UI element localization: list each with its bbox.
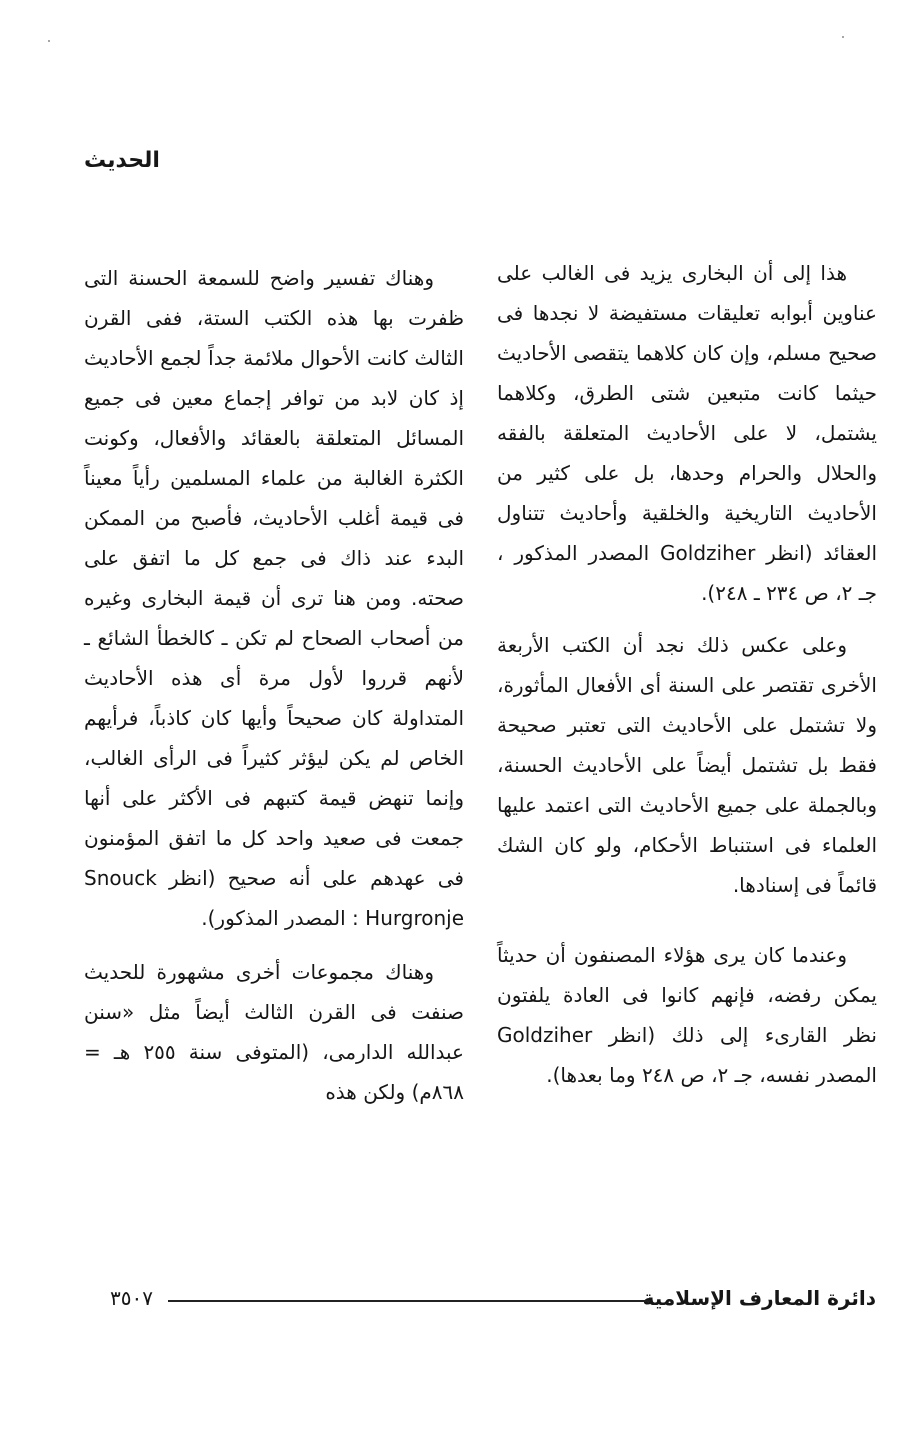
left-column-paragraph: وهناك مجموعات أخرى مشهورة للحديث صنفت فى القرن الثالث أيضاً مثل «سنن عبدالله الدارمى، (المتوفى سنة ٢٥٥ هـ = ٨٦٨م) ولكن هذه (84, 960, 464, 1104)
right-column (497, 253, 877, 1095)
footer-title: دائرة المعارف الإسلامية (642, 1286, 876, 1310)
right-column-paragraph: وعندما كان يرى هؤلاء المصنفون أن حديثاً يمكن رفضه، فإنهم كانوا فى العادة يلفتون نظر القارىء إلى ذلك (انظر Goldziher المصدر نفسه، جـ ٢، ص ٢٤٨ وما بعدها). (497, 943, 877, 1087)
page-footer (110, 1284, 876, 1314)
right-column-paragraph: هذا إلى أن البخارى يزيد فى الغالب على عناوين أبوابه تعليقات مستفيضة لا نجدها فى صحيح مسلم، وإن كان كلاهما يتقصى الأحاديث حيثما كانت متبعين شتى الطرق، وكلاهما يشتمل، لا على الأحاديث المتعلقة بالفقه والحلال والحرام وحدها، بل على كثير من الأحاديث التاريخية والخلقية وأحاديث تتناول العقائد (انظر Goldziher المصدر المذكور ، جـ ٢، ص ٢٣٤ ـ ٢٤٨). (497, 261, 878, 605)
running-head: الحديث (84, 148, 160, 173)
left-column (84, 258, 464, 1112)
footer-rule (168, 1300, 650, 1302)
right-column-paragraph: وعلى عكس ذلك نجد أن الكتب الأربعة الأخرى تقتصر على السنة أى الأفعال المأثورة، ولا تشتمل على الأحاديث التى تعتبر صحيحة فقط بل تشتمل أيضاً على الأحاديث الحسنة، وبالجملة على جميع الأحاديث التى اعتمد عليها العلماء فى استنباط الأحكام، ولو كان الشك قائماً فى إسنادها. (497, 633, 877, 897)
left-column-paragraph: وهناك تفسير واضح للسمعة الحسنة التى ظفرت بها هذه الكتب الستة، ففى القرن الثالث كانت الأحوال ملائمة جداً لجمع الأحاديث إذ كان لابد من توافر إجماع معين فى جميع المسائل المتعلقة بالعقائد والأفعال، وكونت الكثرة الغالبة من علماء المسلمين رأياً معيناً فى قيمة أغلب الأحاديث، فأصبح من الممكن البدء عند ذاك فى جمع كل ما اتفق على صحته. ومن هنا ترى أن قيمة البخارى وغيره من أصحاب الصحاح لم تكن ـ كالخطأ الشائع ـ لأنهم قرروا لأول مرة أى هذه الأحاديث المتداولة كان صحيحاً وأيها كان كاذباً، فرأيهم الخاص لم يكن ليؤثر كثيراً فى الرأى الغالب، وإنما تنهض قيمة كتبهم فى الأكثر على أنها جمعت فى صعيد واحد كل ما اتفق المؤمنون فى عهدهم على أنه صحيح (انظر Snouck Hurgronje : المصدر المذكور). (84, 266, 464, 930)
scan-speck (48, 40, 50, 42)
page-number: ٣٥٠٧ (110, 1286, 153, 1310)
scan-speck (842, 36, 844, 38)
